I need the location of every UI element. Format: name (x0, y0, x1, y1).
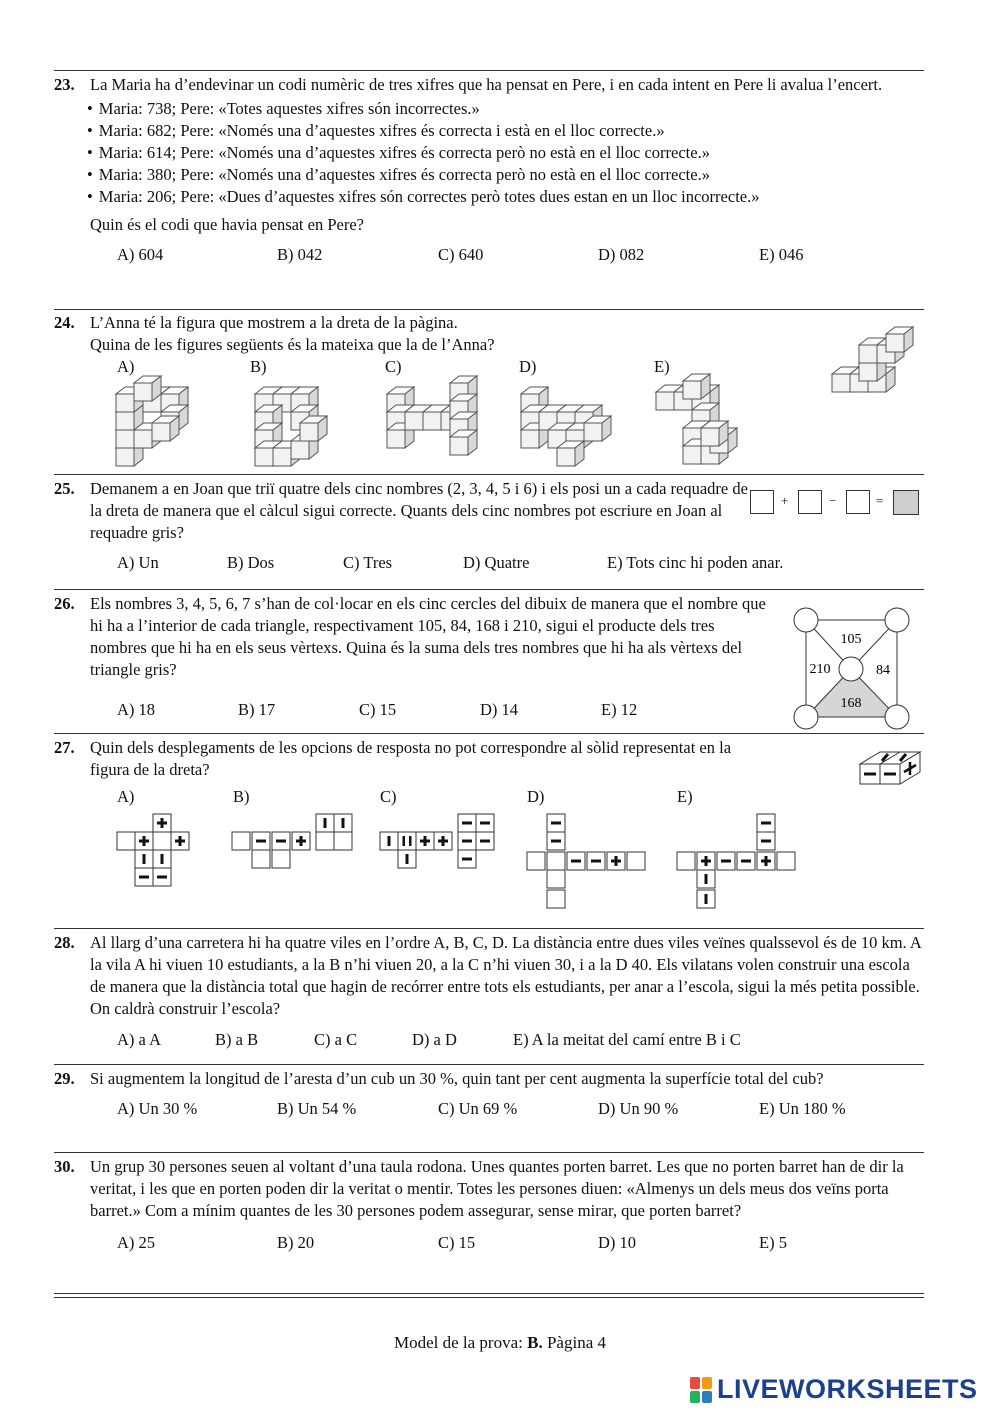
triangle-label-top: 105 (840, 632, 862, 647)
question-number: 28. (54, 933, 75, 952)
option-e[interactable]: E) 046 (759, 245, 804, 264)
question-text: Quin dels desplegaments de les opcions de resposta no pot correspondre al sòlid representat en la figura de la dreta? (90, 738, 732, 779)
question-number: 30. (54, 1157, 75, 1176)
equals-sign: = (876, 493, 884, 508)
question-text: Si augmentem la longitud de l’aresta d’un cub un 30 %, quin tant per cent augmenta la superfície total del cub? (90, 1069, 824, 1088)
option-a[interactable]: A) (117, 787, 135, 806)
option-c[interactable]: C) (380, 787, 397, 806)
option-d[interactable]: D) (527, 787, 545, 806)
vertex-circle[interactable] (885, 608, 909, 632)
option-e[interactable]: E) A la meitat del camí entre B i C (513, 1030, 741, 1049)
question-number: 25. (54, 479, 75, 498)
option-b[interactable]: B) (233, 787, 250, 806)
option-d[interactable]: D) 10 (598, 1233, 637, 1252)
question-text: Quina de les figures següents és la mateixa que la de l’Anna? (90, 335, 495, 354)
anna-figure (832, 327, 913, 392)
option-a[interactable]: A) 18 (117, 700, 156, 719)
logo-block (702, 1391, 712, 1403)
footer-prefix: Model de la prova: (393, 1333, 528, 1352)
answer-options (117, 1232, 926, 1256)
question-number: 27. (54, 738, 75, 757)
option-e[interactable]: E) (654, 357, 670, 376)
vertex-circle[interactable] (794, 608, 818, 632)
figure-d[interactable] (521, 387, 611, 466)
option-b[interactable]: B) Un 54 % (277, 1099, 357, 1118)
triangle-label-right: 84 (876, 663, 890, 678)
option-d[interactable]: D) (519, 357, 537, 376)
option-b[interactable]: B) (250, 357, 267, 376)
question-text: Un grup 30 persones seuen al voltant d’una taula rodona. Unes quantes porten barret. Les que no porten barret han de dir la veritat, i les que en porten poden dir la veritat o mentir. Totes les persones diuen: «Almenys un dels meus dos veïns porta barret.» Com a mínim quantes de les 30 persones podem assegurar, sense mirar, que porten barret? (90, 1157, 904, 1220)
question-text: L’Anna té la figura que mostrem a la dreta de la pàgina. (90, 313, 458, 332)
answer-options (117, 1029, 926, 1053)
logo-icon (690, 1377, 712, 1403)
equation-boxes (750, 490, 920, 518)
rule (54, 1064, 924, 1065)
clue: • Maria: 738; Pere: «Totes aquestes xifres són incorrectes.» (87, 98, 926, 120)
option-b[interactable]: B) 042 (277, 245, 323, 264)
option-a[interactable]: A) 25 (117, 1233, 156, 1252)
option-c[interactable]: C) 640 (438, 245, 484, 264)
answer-box[interactable] (750, 490, 774, 514)
clue: • Maria: 682; Pere: «Només una d’aquestes xifres és correcta i està en el lloc correcte.» (87, 120, 926, 142)
figure-c[interactable] (387, 376, 477, 455)
logo-block (702, 1377, 712, 1389)
net-e[interactable] (677, 814, 795, 908)
question-prompt: Quin és el codi que havia pensat en Pere? (90, 215, 364, 234)
question-number: 24. (54, 313, 75, 332)
rule (54, 1293, 924, 1294)
triangle-label-left: 210 (809, 662, 831, 677)
figure-e[interactable] (656, 374, 737, 464)
rule (54, 589, 924, 590)
net-a[interactable] (117, 814, 189, 886)
figure-a[interactable] (116, 376, 188, 466)
rule (54, 928, 924, 929)
gray-answer-box[interactable] (893, 490, 919, 515)
clue: • Maria: 206; Pere: «Dues d’aquestes xifres són correctes però totes dues estan en un lloc incorrecte.» (87, 186, 926, 208)
plus-sign: + (781, 493, 789, 508)
option-d[interactable]: D) 082 (598, 245, 645, 264)
option-c[interactable]: C) Tres (343, 553, 393, 572)
question-number: 26. (54, 594, 75, 613)
question-text: Al llarg d’una carretera hi ha quatre viles en l’ordre A, B, C, D. La distància entre dues viles veïnes qualssevol és de 10 km. A la vila A hi viuen 10 estudiants, a la B n’hi viuen 20, a la C n’hi viuen 30, i a la D 40. Els vilatans volen construir una escola de manera que la distància total que hagin de recórrer entre tots els estudiants, per anar a l’escola, sigui la més petita possible. On caldrà construir l’escola? (90, 933, 921, 1018)
option-a[interactable]: A) (117, 357, 135, 376)
option-e[interactable]: E) 12 (601, 700, 638, 719)
net-d[interactable] (527, 814, 645, 908)
option-b[interactable]: B) Dos (227, 553, 275, 572)
question-29 (54, 1068, 926, 1122)
liveworksheets-logo[interactable] (690, 1374, 978, 1405)
minus-sign: − (829, 493, 837, 508)
option-a[interactable]: A) Un 30 % (117, 1099, 198, 1118)
page-footer (0, 1333, 1000, 1353)
footer-page: Pàgina 4 (542, 1333, 606, 1352)
option-c[interactable]: C) (385, 357, 402, 376)
footer-model: B. (527, 1333, 543, 1352)
vertex-circle[interactable] (839, 657, 863, 681)
answer-box[interactable] (798, 490, 822, 514)
option-d[interactable]: D) 14 (480, 700, 519, 719)
logo-text: LIVEWORKSHEETS (717, 1374, 978, 1404)
option-d[interactable]: D) Quatre (463, 553, 530, 572)
clue: • Maria: 614; Pere: «Només una d’aquestes xifres és correcta però no està en el lloc correcte.» (87, 142, 926, 164)
option-a[interactable]: A) 604 (117, 245, 164, 264)
option-c[interactable]: C) 15 (438, 1233, 476, 1252)
option-e[interactable]: E) (677, 787, 693, 806)
vertex-circle[interactable] (794, 705, 818, 729)
answer-box[interactable] (846, 490, 870, 514)
question-number: 29. (54, 1069, 75, 1088)
answer-options (117, 1098, 926, 1122)
option-c[interactable]: C) 15 (359, 700, 397, 719)
option-e[interactable]: E) Un 180 % (759, 1099, 846, 1118)
net-b[interactable] (232, 814, 352, 868)
option-b[interactable]: B) a B (215, 1030, 259, 1049)
rule (54, 1152, 924, 1153)
figure-b[interactable] (255, 387, 327, 466)
option-a[interactable]: A) a A (117, 1030, 161, 1049)
vertex-circle[interactable] (885, 705, 909, 729)
clue: • Maria: 380; Pere: «Només una d’aquestes xifres és correcta però no està en el lloc correcte.» (87, 164, 926, 186)
option-d[interactable]: D) a D (412, 1030, 457, 1049)
cube-nets (0, 740, 1000, 925)
cube-figures (0, 0, 1000, 480)
logo-block (690, 1377, 700, 1389)
option-b[interactable]: B) 17 (238, 700, 276, 719)
net-c[interactable] (380, 814, 494, 868)
question-text: La Maria ha d’endevinar un codi numèric de tres xifres que ha pensat en Pere, i en cada intent en Pere li avalua l’encert. (90, 75, 883, 94)
triangle-label-bottom: 168 (840, 696, 862, 711)
answer-options (117, 552, 926, 576)
question-text: Demanem a en Joan que triï quatre dels cinc nombres (2, 3, 4, 5 i 6) i els posi un a cada requadre de la dreta de manera que el càlcul sigui correcte. Quants dels cinc nombres pot escriure en Joan al requadre gris? (90, 479, 748, 542)
option-b[interactable]: B) 20 (277, 1233, 315, 1252)
triangle-diagram (780, 598, 930, 734)
logo-block (690, 1391, 700, 1403)
question-text: Els nombres 3, 4, 5, 6, 7 s’han de col·locar en els cinc cercles del dibuix de manera que el nombre que hi ha a l’interior de cada triangle, respectivament 105, 84, 168 i 210, sigui el producte dels tres nombres que hi ha en els seus vèrtexs. Quina és la suma dels tres nombres que hi ha als vèrtexs del triangle gris? (90, 594, 766, 679)
option-e[interactable]: E) Tots cinc hi poden anar. (607, 553, 784, 572)
option-e[interactable]: E) 5 (759, 1233, 787, 1252)
option-c[interactable]: C) a C (314, 1030, 358, 1049)
question-28 (54, 932, 926, 1053)
option-d[interactable]: D) Un 90 % (598, 1099, 679, 1118)
question-number: 23. (54, 75, 75, 94)
solid-figure (860, 752, 920, 784)
question-30 (54, 1156, 926, 1256)
rule (54, 1297, 924, 1298)
option-a[interactable]: A) Un (117, 553, 159, 572)
option-c[interactable]: C) Un 69 % (438, 1099, 518, 1118)
